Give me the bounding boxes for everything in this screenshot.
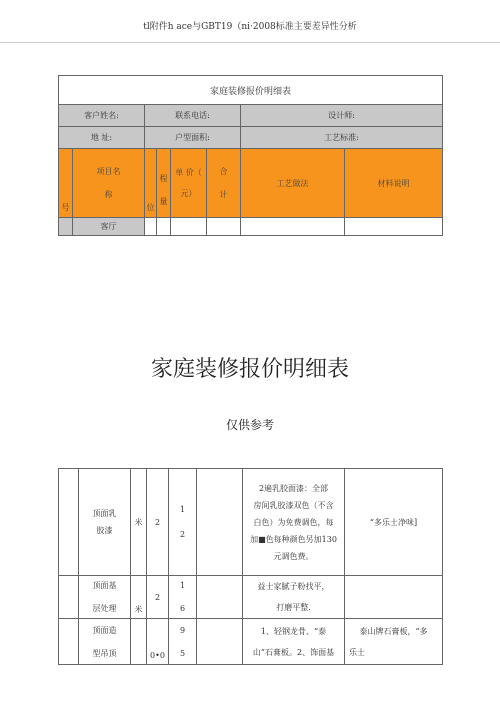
- craft-method: 2遍乳胶面漆：全部 房间乳胶漆双色（不含 白色）为免费调色，每 加■色每种颜色另加130 元调色费。: [243, 469, 345, 576]
- col-total: 合 计: [207, 149, 241, 218]
- unit: 米: [131, 576, 147, 619]
- subtitle: 仅供参考: [225, 418, 274, 432]
- quote-detail-table: [58, 468, 443, 665]
- unit-price: 1 6: [169, 576, 197, 619]
- designer-label: 设计师:: [241, 105, 443, 127]
- floor-area-label: 户型面积:: [145, 127, 241, 149]
- col-price: 单 价（ 元）: [171, 149, 207, 218]
- material-note: “多乐士净味]: [345, 469, 443, 576]
- col-method: 工艺做法: [241, 149, 345, 218]
- unit-price: 9 5: [169, 619, 197, 665]
- col-item: 项目名 称: [73, 149, 145, 218]
- page-header: [0, 0, 500, 43]
- quantity: 0•0: [147, 619, 169, 665]
- col-material: 材料说明: [345, 149, 443, 218]
- col-unit: 位: [145, 149, 157, 218]
- material-note: 泰山牌石膏板，“多 乐士: [345, 619, 443, 665]
- contact-phone-label: 联系电话:: [145, 105, 241, 127]
- item-name: 顶面基 层处理: [79, 576, 131, 619]
- cell: [207, 218, 241, 236]
- address-label: 地 址:: [59, 127, 145, 149]
- item-name: 顶面造 型吊顶: [79, 619, 131, 665]
- col-qty: 程 量: [157, 149, 171, 218]
- col-no: 号: [59, 149, 73, 218]
- cell: [59, 469, 79, 576]
- cell: [197, 619, 243, 665]
- quote-header-table: [58, 75, 443, 236]
- cell: [241, 218, 345, 236]
- unit-price: 1 2: [169, 469, 197, 576]
- cell: [197, 469, 243, 576]
- client-name-label: 客户姓名:: [59, 105, 145, 127]
- table-row: [59, 469, 443, 576]
- row-living-room: 客厅: [73, 218, 145, 236]
- craft-method: 益士家腻子粉找平， 打磨平整.: [243, 576, 345, 619]
- quantity: 2: [147, 576, 169, 619]
- cell: [157, 218, 171, 236]
- table-row: [59, 576, 443, 619]
- cell: [345, 218, 443, 236]
- quantity: 2: [147, 469, 169, 576]
- main-title: 家庭装修报价明细表: [150, 357, 349, 382]
- cell: [145, 218, 157, 236]
- cell: [59, 576, 79, 619]
- craft-method: 1、轻钢龙骨、“泰 山”石膏板。2、饰面基: [243, 619, 345, 665]
- cell: [171, 218, 207, 236]
- unit: 米: [131, 469, 147, 576]
- table1-title: 家庭装修报价明细表: [59, 76, 443, 105]
- craft-standard-label: 工艺标准:: [241, 127, 443, 149]
- unit: [131, 619, 147, 665]
- living-cell-blank: [59, 218, 73, 236]
- table-row: [59, 619, 443, 665]
- cell: [59, 619, 79, 665]
- cell: [197, 576, 243, 619]
- material-note: [345, 576, 443, 619]
- header-text: tl附件h ace与GBT19（ni·2008标准主要差异性分析: [143, 22, 357, 32]
- item-name: 顶面乳 胶漆: [79, 469, 131, 576]
